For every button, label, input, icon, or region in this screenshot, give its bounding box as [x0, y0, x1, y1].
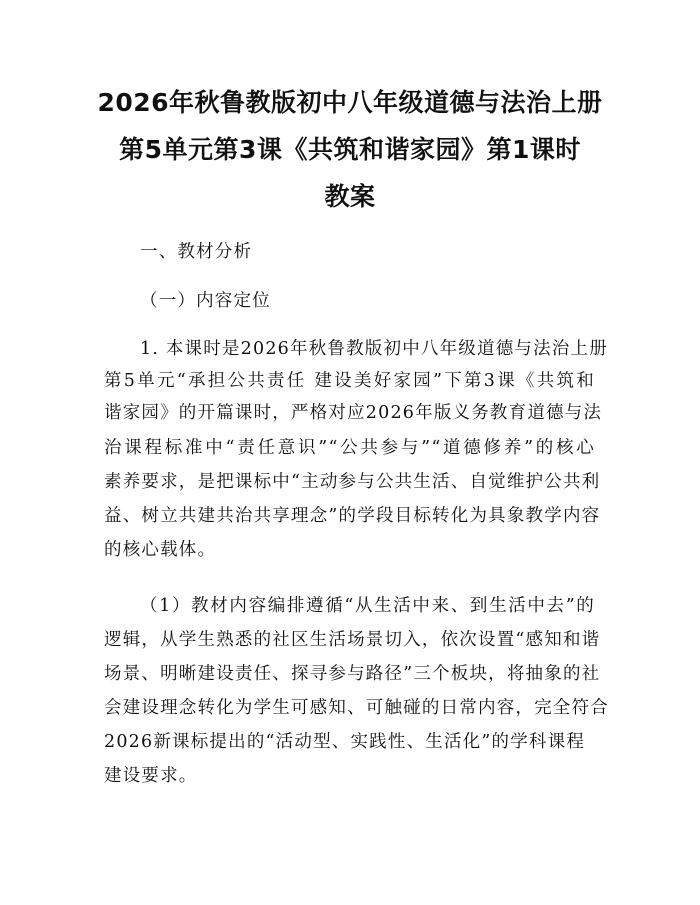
paragraph-1-line: 的核心载体。	[104, 540, 217, 560]
document-title-line-2: 第5单元第3课《共筑和谐家园》第1课时	[119, 135, 581, 164]
paragraph-1-line: 治课程标准中“责任意识”“公共参与”“道德修养”的核心	[104, 438, 595, 458]
paragraph-2-line: 逻辑，从学生熟悉的社区生活场景切入，依次设置“感知和谐	[104, 630, 601, 650]
document-title-line-1: 2026年秋鲁教版初中八年级道德与法治上册	[97, 88, 603, 117]
paragraph-2-line: 2026新课标提出的“活动型、实践性、生活化”的学科课程	[104, 732, 586, 752]
paragraph-1-line: 第5单元“承担公共责任 建设美好家园”下第3课《共筑和	[104, 371, 595, 391]
subsection-heading: （一）内容定位	[140, 291, 271, 311]
section-heading: 一、教材分析	[140, 242, 253, 262]
paragraph-1-line: 益、树立共建共治共享理念”的学段目标转化为具象教学内容	[104, 506, 601, 526]
paragraph-1-line: 谐家园》的开篇课时，严格对应2026年版义务教育道德与法	[104, 403, 603, 423]
paragraph-2-line: 建设要求。	[104, 766, 198, 786]
paragraph-2-line: （1）教材内容编排遵循“从生活中来、到生活中去”的	[140, 596, 595, 616]
paragraph-2-line: 会建设理念转化为学生可感知、可触碰的日常内容，完全符合	[104, 698, 609, 718]
paragraph-2-line: 场景、明晰建设责任、探寻参与路径”三个板块，将抽象的社	[104, 664, 601, 684]
paragraph-1-line: 1. 本课时是2026年秋鲁教版初中八年级道德与法治上册	[140, 339, 608, 359]
document-title-line-3: 教案	[324, 182, 376, 211]
paragraph-1-line: 素养要求，是把课标中“主动参与公共生活、自觉维护公共利	[104, 472, 601, 492]
